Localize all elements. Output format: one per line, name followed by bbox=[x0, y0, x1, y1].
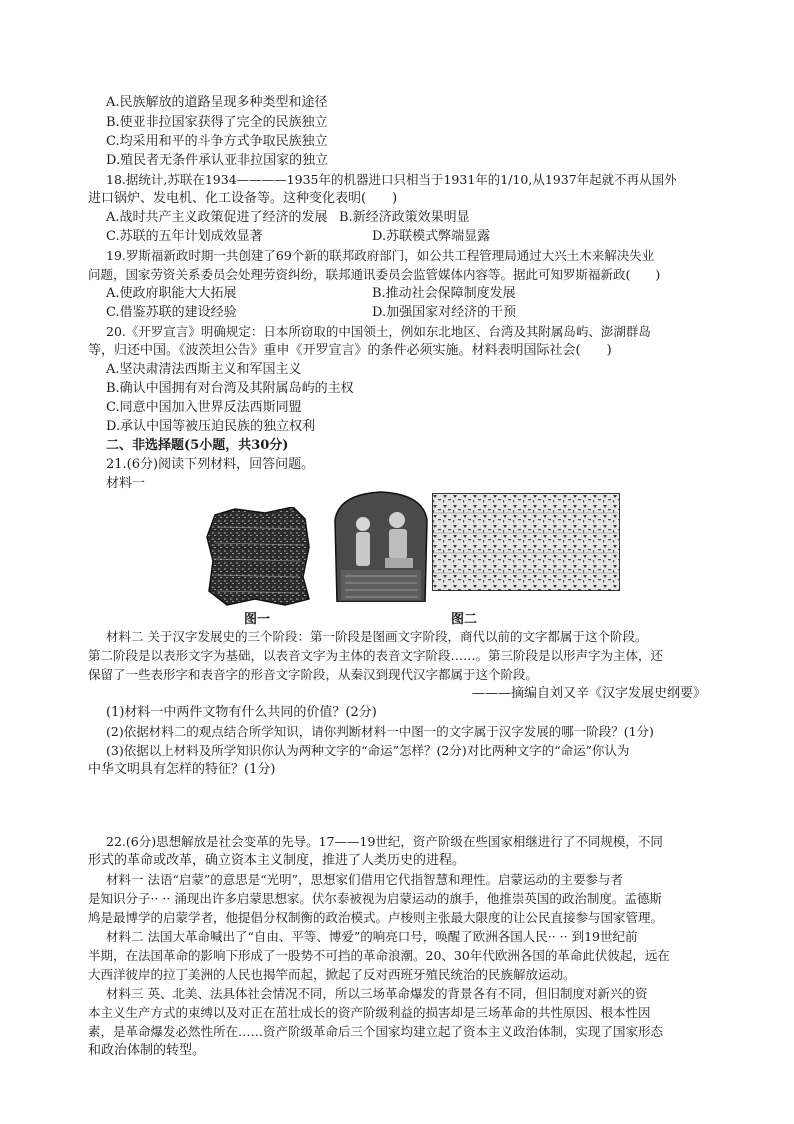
option-17-b: B.使亚非拉国家获得了完全的民族独立 bbox=[106, 115, 328, 130]
question-22-material-2-line-3: 大西洋彼岸的拉丁美洲的人民也揭竿而起，掀起了反对西班牙殖民统治的民族解放运动。 bbox=[88, 967, 576, 982]
option-18-c: C.苏联的五年计划成效显著 bbox=[106, 229, 263, 244]
figure-1-label: 图一 bbox=[244, 612, 271, 627]
section-2-title: 二、非选择题(5小题，共30分) bbox=[106, 438, 289, 453]
question-22-material-3-line-2: 本主义生产方式的束缚以及对正在茁壮成长的资产阶级利益的损害却是三场革命的共性原因、根本性因 bbox=[88, 1005, 651, 1020]
question-21-3: (3)依据以上材料及所学知识你认为两种文字的“命运”怎样？(2分)对比两种文字的“命运”你认为 bbox=[106, 743, 630, 758]
question-21-2: (2)依据材料二的观点结合所学知识，请你判断材料一中图一的文字属于汉字发展的哪一阶段？(1分) bbox=[106, 724, 654, 739]
option-19-a: A.使政府职能大大拓展 bbox=[106, 286, 237, 301]
question-22-material-1-line-3: 鸠是最博学的启蒙学者，他提倡分权制衡的政治模式。卢梭则主张最大限度的让公民直接参与国家管理。 bbox=[88, 910, 664, 925]
question-19-stem-cont: 问题，国家劳资关系委员会处理劳资纠纷，联邦通讯委员会监管媒体内容等。据此可知罗斯福新政( ) bbox=[88, 267, 661, 282]
option-17-a: A.民族解放的道路呈现多种类型和途径 bbox=[106, 95, 328, 110]
question-22-material-2-line-1: 材料二 法国大革命喊出了“自由、平等、博爱”的响亮口号，唤醒了欧洲各国人民·· ·· 到19世纪前 bbox=[106, 929, 638, 944]
question-22-material-1-line-2: 是知识分子·· ·· 涌现出许多启蒙思想家。伏尔泰被视为启蒙运动的旗手，他推崇英国的政治制度。孟德斯 bbox=[88, 891, 662, 906]
question-20-stem-cont: 等，归还中国。《波茨坦公告》重申《开罗宣言》的条件必须实施。材料表明国际社会( ) bbox=[88, 343, 612, 358]
material-1-label: 材料一 bbox=[106, 476, 146, 491]
option-19-c: C.借鉴苏联的建设经验 bbox=[106, 305, 237, 320]
question-22-material-1-line-1: 材料一 法语“启蒙”的意思是“光明”，思想家们借用它代指智慧和理性。启蒙运动的主要参与者 bbox=[106, 872, 624, 887]
question-21-3-cont: 中华文明具有怎样的特征？(1分) bbox=[88, 762, 276, 777]
option-20-a: A.坚决肃清法西斯主义和军国主义 bbox=[106, 362, 302, 377]
material-2-line-3: 保留了一些表形字和表音字的形音文字阶段，从秦汉到现代汉字都属于这个阶段。 bbox=[88, 667, 539, 682]
option-20-c: C.同意中国加入世界反法西斯同盟 bbox=[106, 400, 302, 415]
question-22-material-3-line-4: 和政治体制的转型。 bbox=[88, 1043, 206, 1058]
option-18-d: D.苏联模式弊端显露 bbox=[372, 229, 491, 244]
question-22-line-2: 形式的革命或改革，确立资本主义制度，推进了人类历史的进程。 bbox=[88, 853, 466, 868]
option-18-a: A.战时共产主义政策促进了经济的发展 bbox=[106, 210, 328, 225]
option-20-d: D.承认中国等被压迫民族的独立权利 bbox=[106, 419, 316, 434]
material-2-line-2: 第二阶段是以表形文字为基础，以表音文字为主体的表音文字阶段……。第三阶段是以形声字为主体，还 bbox=[88, 648, 664, 663]
question-22-material-2-line-2: 半期，在法国革命的影响下形成了一股势不可挡的革命浪潮。20、30年代欧洲各国的革命此伏彼起，远在 bbox=[88, 948, 670, 963]
question-22-line-1: 22.(6分)思想解放是社会变革的先导。17——19世纪，资产阶级在些国家相继进行了不同规模，不同 bbox=[106, 834, 663, 849]
question-18-stem: 18.据统计,苏联在1934————1935年的机器进口只相当于1931年的1/10,从1937年起就不再从国外 bbox=[106, 172, 677, 187]
question-22-material-3-line-3: 素，是革命爆发必然性所在……资产阶级革命后三个国家均建立起了资本主义政治体制，实现了国家形态 bbox=[88, 1024, 664, 1039]
question-21-stem: 21.(6分)阅读下列材料，回答问题。 bbox=[106, 457, 315, 472]
option-17-d: D.殖民者无条件承认亚非拉国家的独立 bbox=[106, 153, 329, 168]
figure-2-stele bbox=[331, 490, 431, 602]
material-2-line-1: 材料二 关于汉字发展史的三个阶段：第一阶段是图画文字阶段，商代以前的文字都属于这个阶段。 bbox=[106, 629, 648, 644]
question-18-stem-cont: 进口锅炉、发电机、化工设备等。这种变化表明( ) bbox=[88, 191, 398, 206]
question-22-material-3-line-1: 材料三 英、北美、法具体社会情况不同，所以三场革命爆发的背景各有不同，但旧制度对新兴的资 bbox=[106, 986, 648, 1001]
option-19-d: D.加强国家对经济的干预 bbox=[372, 305, 517, 320]
question-20-stem: 20.《开罗宣言》明确规定：日本所窃取的中国领土，例如东北地区、台湾及其附属岛屿、澎湖群岛 bbox=[106, 324, 651, 339]
material-2-source: ———摘编自刘又辛《汉字发展史纲要》 bbox=[472, 686, 707, 701]
question-21-1: (1)材料一中两件文物有什么共同的价值？(2分) bbox=[106, 705, 377, 720]
figure-2-label: 图二 bbox=[451, 612, 478, 627]
figure-2-inscription bbox=[432, 493, 620, 591]
question-19-stem: 19.罗斯福新政时期一共创建了69个新的联邦政府部门，如公共工程管理局通过大兴土木来解决失业 bbox=[106, 248, 655, 263]
option-18-b: B.新经济政策效果明显 bbox=[339, 210, 470, 225]
figure-1-clay-tablet bbox=[205, 507, 313, 607]
option-20-b: B.确认中国拥有对台湾及其附属岛屿的主权 bbox=[106, 381, 354, 396]
option-19-b: B.推动社会保障制度发展 bbox=[372, 286, 516, 301]
option-17-c: C.均采用和平的斗争方式争取民族独立 bbox=[106, 134, 328, 149]
